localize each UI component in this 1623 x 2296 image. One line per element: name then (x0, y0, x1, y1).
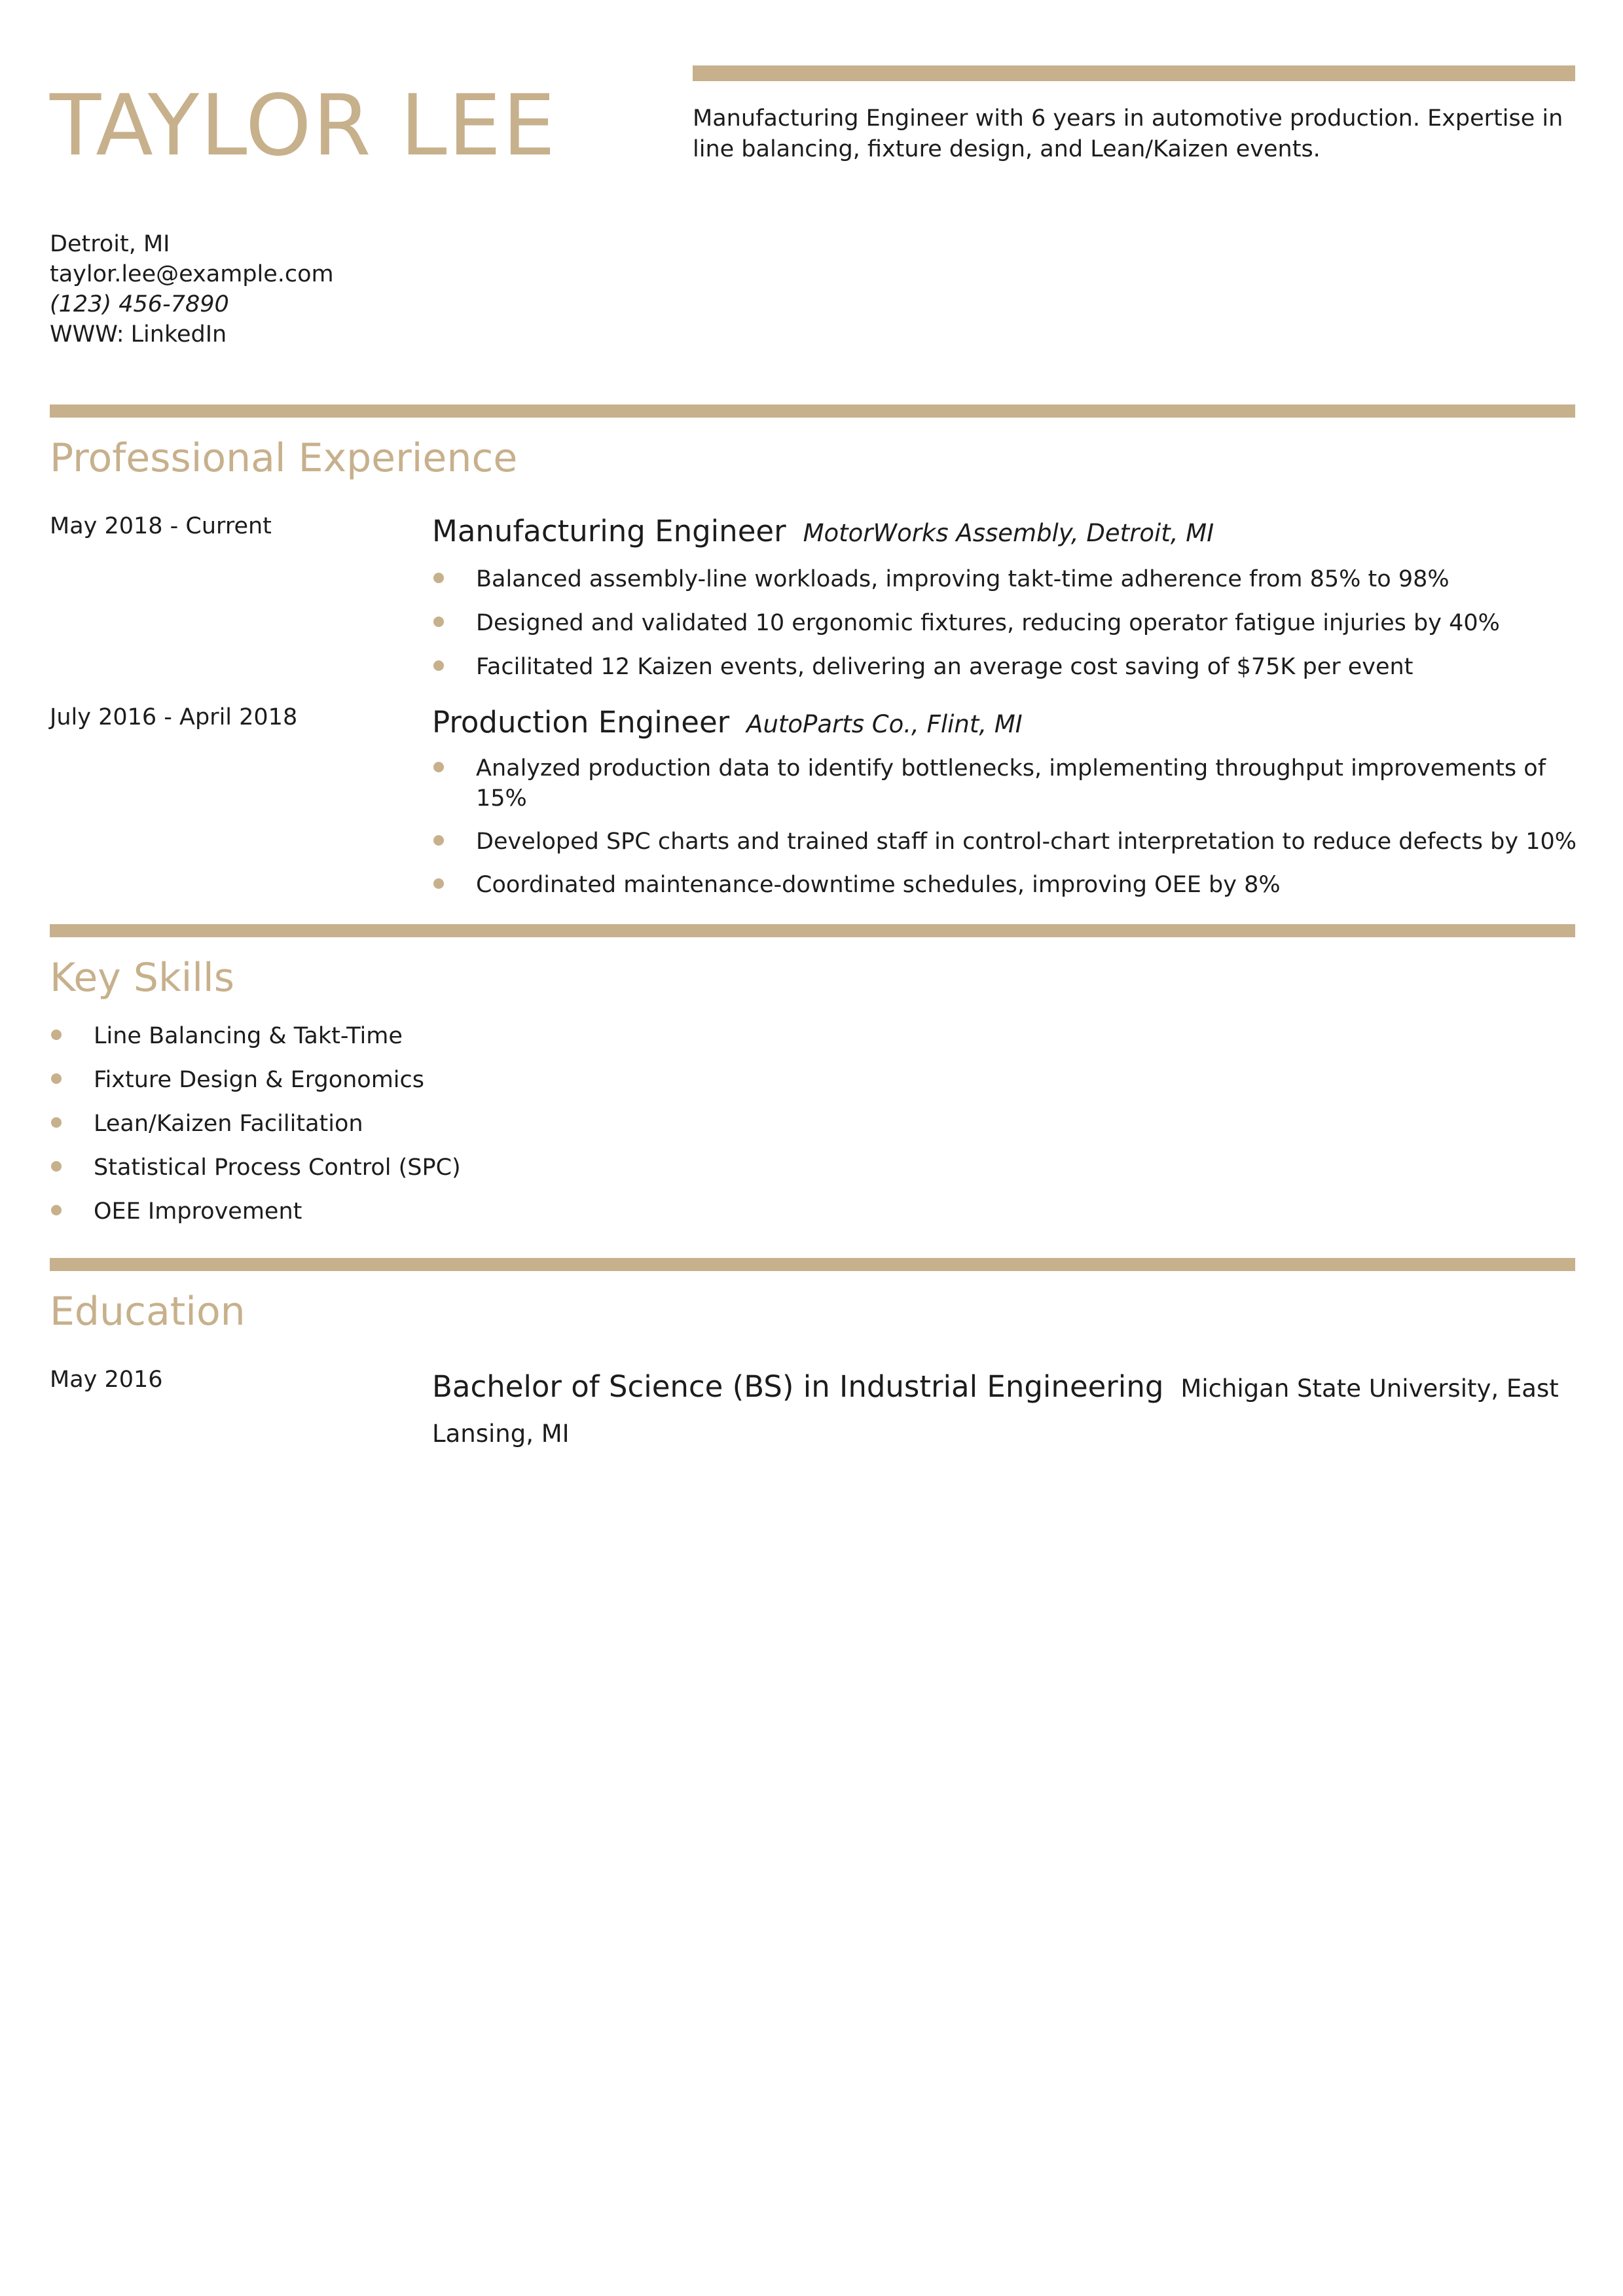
contact-email[interactable]: taylor.lee@example.com (50, 261, 334, 287)
achievement-item: Analyzed production data to identify bottlenecks, implementing throughput improvements of 15% (432, 753, 1597, 814)
contact-website (50, 319, 334, 350)
skill-item: Line Balancing & Takt-Time (50, 1021, 835, 1051)
skill-item: Fixture Design & Ergonomics (50, 1065, 835, 1095)
job-dates: May 2018 - Current (50, 513, 272, 539)
skills-divider (50, 924, 1575, 937)
bullet-dot-icon (51, 1205, 62, 1215)
bullet-dot-icon (51, 1073, 62, 1084)
bullet-dot-icon (433, 573, 444, 583)
achievement-item: Coordinated maintenance-downtime schedules, improving OEE by 8% (432, 870, 1597, 900)
bullet-dot-icon (51, 1030, 62, 1040)
achievement-item: Facilitated 12 Kaizen events, delivering an average cost saving of $75K per event (432, 652, 1597, 682)
bullet-dot-icon (433, 617, 444, 627)
job-header (432, 512, 1597, 553)
contact-location: Detroit, MI (50, 231, 170, 257)
bullet-dot-icon (433, 835, 444, 846)
achievement-item: Developed SPC charts and trained staff in control-chart interpretation to reduce defects by 10% (432, 827, 1597, 857)
job-achievements (432, 753, 1597, 900)
job-company: AutoParts Co., Flint, MI (746, 710, 1023, 738)
profile-summary: Manufacturing Engineer with 6 years in automotive production. Expertise in line balancing, fixture design, and Lean/Kaizen events. (693, 105, 1563, 162)
experience-heading: Professional Experience (50, 435, 518, 481)
skills-list-container (50, 1021, 835, 1240)
skills-heading: Key Skills (50, 955, 234, 1001)
skill-item: OEE Improvement (50, 1196, 835, 1227)
job-company: MotorWorks Assembly, Detroit, MI (803, 519, 1214, 547)
education-heading: Education (50, 1289, 246, 1335)
bullet-dot-icon (51, 1161, 62, 1172)
website-link[interactable]: LinkedIn (130, 321, 227, 348)
website-label: WWW: (50, 321, 124, 348)
education-header (432, 1365, 1597, 1456)
job-role: Manufacturing Engineer (432, 514, 786, 548)
bullet-dot-icon (51, 1117, 62, 1128)
education-divider (50, 1258, 1575, 1271)
experience-divider (50, 404, 1575, 418)
job-role: Production Engineer (432, 705, 730, 740)
bullet-dot-icon (433, 878, 444, 889)
skill-item: Lean/Kaizen Facilitation (50, 1109, 835, 1139)
candidate-name: TAYLOR LEE (50, 77, 557, 175)
achievement-item: Designed and validated 10 ergonomic fixtures, reducing operator fatigue injuries by 40% (432, 608, 1597, 638)
job-achievements (432, 564, 1597, 682)
achievement-item: Balanced assembly-line workloads, improving takt-time adherence from 85% to 98% (432, 564, 1597, 594)
job-dates: July 2016 - April 2018 (50, 704, 298, 730)
contact-info (50, 229, 334, 350)
education-degree: Bachelor of Science (BS) in Industrial Engineering (432, 1369, 1164, 1404)
skills-list (50, 1021, 835, 1227)
bullet-dot-icon (433, 762, 444, 772)
education-school: Michigan State University, East Lansing, MI (432, 1374, 1559, 1448)
header-divider (693, 65, 1575, 81)
contact-phone: (123) 456-7890 (50, 291, 229, 317)
job-header (432, 703, 1597, 744)
skill-item: Statistical Process Control (SPC) (50, 1153, 835, 1183)
education-date: May 2016 (50, 1367, 163, 1393)
bullet-dot-icon (433, 660, 444, 671)
